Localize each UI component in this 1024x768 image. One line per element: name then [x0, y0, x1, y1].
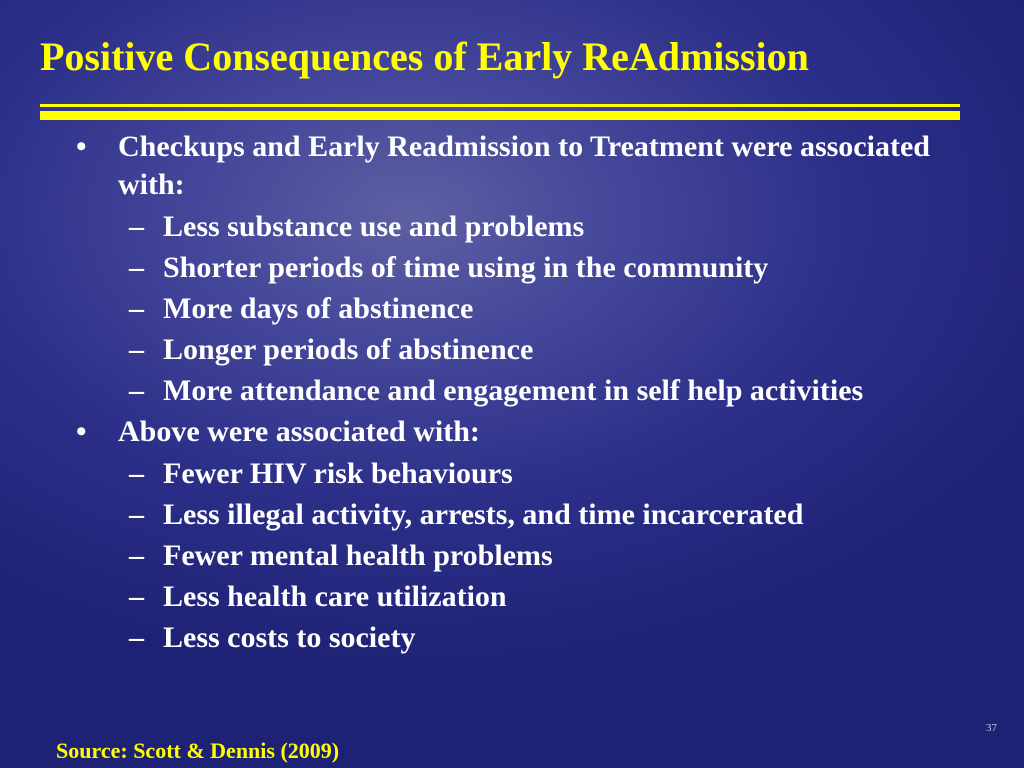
bullet-item — [76, 413, 976, 451]
sub-bullet-marker: – — [129, 210, 144, 243]
sub-bullet-marker: – — [129, 251, 144, 284]
sub-bullet-item — [76, 331, 976, 369]
sub-bullet-item — [76, 290, 976, 328]
title-rule-thick — [40, 111, 960, 120]
sub-bullet-marker: – — [129, 292, 144, 325]
sub-bullet-item — [76, 496, 976, 534]
sub-bullet-marker: – — [129, 580, 144, 613]
sub-bullet-text: Shorter periods of time using in the community — [163, 251, 769, 284]
slide-title: Positive Consequences of Early ReAdmission — [40, 34, 809, 79]
sub-bullet-item — [76, 208, 976, 246]
sub-bullet-item — [76, 537, 976, 575]
sub-bullet-item — [76, 578, 976, 616]
sub-bullet-marker: – — [129, 539, 144, 572]
sub-bullet-text: Less costs to society — [163, 621, 416, 654]
bullet-list — [76, 128, 976, 660]
sub-bullet-item — [76, 372, 976, 410]
sub-bullet-marker: – — [129, 457, 144, 490]
bullet-text: Checkups and Early Readmission to Treatment were associated with: — [118, 130, 930, 201]
sub-bullet-text: Fewer HIV risk behaviours — [163, 457, 513, 490]
sub-bullet-item — [76, 455, 976, 493]
sub-bullet-item — [76, 249, 976, 287]
bullet-marker: • — [76, 415, 87, 448]
sub-bullet-text: More attendance and engagement in self help activities — [163, 374, 864, 407]
bullet-item — [76, 128, 976, 204]
sub-bullet-marker: – — [129, 498, 144, 531]
sub-bullet-item — [76, 619, 976, 657]
sub-bullet-marker: – — [129, 333, 144, 366]
bullet-text: Above were associated with: — [118, 415, 480, 448]
sub-bullet-text: Less illegal activity, arrests, and time incarcerated — [163, 498, 804, 531]
sub-bullet-text: More days of abstinence — [163, 292, 474, 325]
sub-bullet-text: Fewer mental health problems — [163, 539, 553, 572]
sub-bullet-marker: – — [129, 374, 144, 407]
sub-bullet-text: Less substance use and problems — [163, 210, 585, 243]
source-citation: Source: Scott & Dennis (2009) — [56, 738, 340, 763]
bullet-marker: • — [76, 130, 87, 163]
sub-bullet-text: Longer periods of abstinence — [163, 333, 534, 366]
title-rule-thin — [40, 104, 960, 107]
page-number: 37 — [986, 722, 997, 734]
sub-bullet-text: Less health care utilization — [163, 580, 507, 613]
sub-bullet-marker: – — [129, 621, 144, 654]
